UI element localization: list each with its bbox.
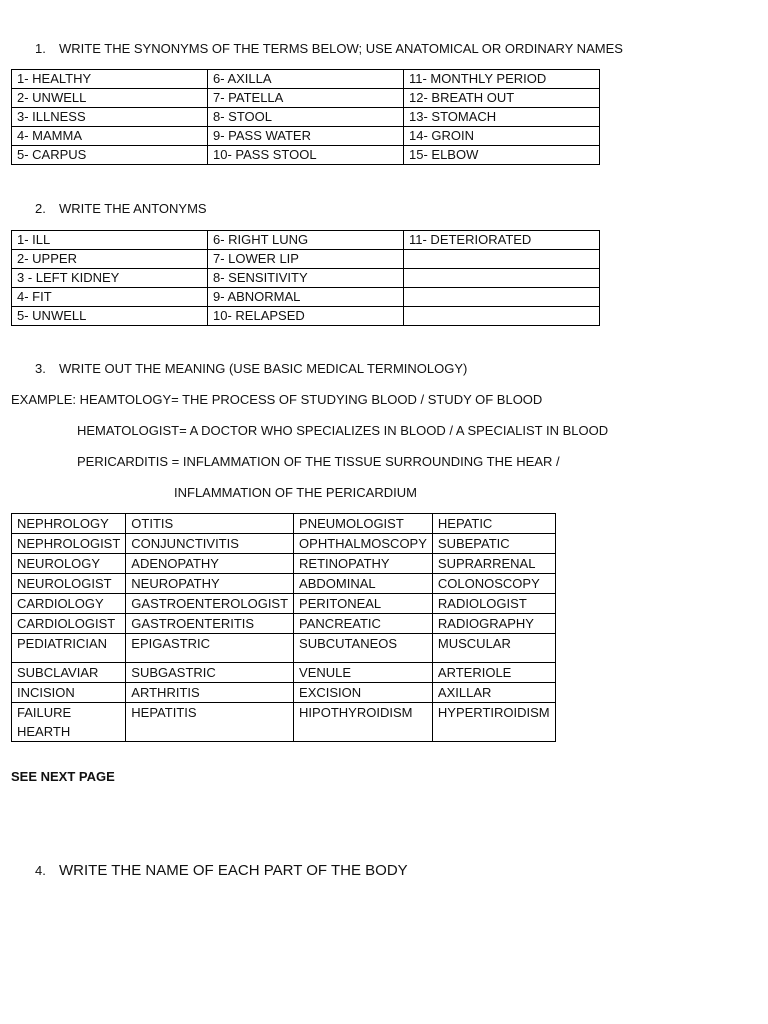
table-cell: ADENOPATHY: [126, 554, 294, 574]
table-cell: ABDOMINAL: [294, 574, 433, 594]
table-cell: 8- STOOL: [208, 108, 404, 127]
table-cell: RETINOPATHY: [294, 554, 433, 574]
table-row: [12, 127, 600, 146]
table-cell: RADIOGRAPHY: [432, 614, 555, 634]
table-cell: 3 - LEFT KIDNEY: [12, 269, 208, 288]
table-cell: NEUROLOGIST: [12, 574, 126, 594]
table-cell: 4- MAMMA: [12, 127, 208, 146]
table-row: [12, 554, 556, 574]
table-cell: 5- CARPUS: [12, 146, 208, 165]
table-cell: 7- PATELLA: [208, 89, 404, 108]
section2-number: 2.: [35, 201, 46, 216]
table-cell: EXCISION: [294, 683, 433, 703]
table-cell: PNEUMOLOGIST: [294, 514, 433, 534]
table-cell: 1- HEALTHY: [12, 70, 208, 89]
table-cell: PANCREATIC: [294, 614, 433, 634]
table-cell: [404, 269, 600, 288]
table-cell: SUBCLAVIAR: [12, 663, 126, 683]
section3-heading: 3. WRITE OUT THE MEANING (USE BASIC MEDICAL TERMINOLOGY): [35, 361, 468, 376]
synonyms-table: [11, 69, 600, 165]
table-row: [12, 250, 600, 269]
table-cell: CARDIOLOGIST: [12, 614, 126, 634]
table-cell: 14- GROIN: [404, 127, 600, 146]
table-cell: ARTERIOLE: [432, 663, 555, 683]
table-row: [12, 70, 600, 89]
table-cell: 7- LOWER LIP: [208, 250, 404, 269]
table-cell: AXILLAR: [432, 683, 555, 703]
section3-number: 3.: [35, 361, 46, 376]
table-cell: CONJUNCTIVITIS: [126, 534, 294, 554]
table-cell: 15- ELBOW: [404, 146, 600, 165]
terminology-table: [11, 513, 556, 742]
table-cell: 9- ABNORMAL: [208, 288, 404, 307]
table-cell: HYPERTIROIDISM: [432, 703, 555, 742]
table-cell: PEDIATRICIAN: [12, 634, 126, 663]
table-cell: 9- PASS WATER: [208, 127, 404, 146]
table-cell: SUBCUTANEOS: [294, 634, 433, 663]
table-row: [12, 514, 556, 534]
synonyms-table-body: [12, 70, 600, 165]
table-cell: OTITIS: [126, 514, 294, 534]
table-cell: 10- PASS STOOL: [208, 146, 404, 165]
table-row: [12, 634, 556, 663]
table-cell: HEPATIC: [432, 514, 555, 534]
table-cell: INCISION: [12, 683, 126, 703]
table-cell: RADIOLOGIST: [432, 594, 555, 614]
table-cell: 11- MONTHLY PERIOD: [404, 70, 600, 89]
table-cell: NEPHROLOGIST: [12, 534, 126, 554]
terminology-table-body: [12, 514, 556, 742]
table-cell: 1- ILL: [12, 231, 208, 250]
section4-heading: 4. WRITE THE NAME OF EACH PART OF THE BODY: [35, 862, 408, 879]
table-cell: NEUROPATHY: [126, 574, 294, 594]
table-row: [12, 594, 556, 614]
table-cell: VENULE: [294, 663, 433, 683]
table-row: [12, 703, 556, 742]
section1-heading: 1. WRITE THE SYNONYMS OF THE TERMS BELOW; USE ANATOMICAL OR ORDINARY NAMES: [35, 41, 623, 56]
table-cell: PERITONEAL: [294, 594, 433, 614]
example-pericarditis-cont: INFLAMMATION OF THE PERICARDIUM: [174, 485, 417, 500]
table-row: [12, 89, 600, 108]
table-cell: [404, 307, 600, 326]
table-row: [12, 663, 556, 683]
see-next-page: SEE NEXT PAGE: [11, 769, 115, 784]
table-row: [12, 534, 556, 554]
table-cell: [404, 288, 600, 307]
table-row: [12, 146, 600, 165]
table-cell: 6- RIGHT LUNG: [208, 231, 404, 250]
section4-number: 4.: [35, 863, 46, 878]
section1-number: 1.: [35, 41, 46, 56]
table-cell: FAILURE HEARTH: [12, 703, 126, 742]
example-pericarditis: PERICARDITIS = INFLAMMATION OF THE TISSUE SURROUNDING THE HEAR /: [77, 454, 560, 469]
example-hematologist: HEMATOLOGIST= A DOCTOR WHO SPECIALIZES IN BLOOD / A SPECIALIST IN BLOOD: [77, 423, 609, 438]
section2-heading: 2. WRITE THE ANTONYMS: [35, 201, 207, 216]
table-cell: SUBGASTRIC: [126, 663, 294, 683]
table-cell: 8- SENSITIVITY: [208, 269, 404, 288]
table-row: [12, 288, 600, 307]
table-cell: NEPHROLOGY: [12, 514, 126, 534]
table-cell: NEUROLOGY: [12, 554, 126, 574]
antonyms-table: [11, 230, 600, 326]
table-cell: COLONOSCOPY: [432, 574, 555, 594]
table-cell: 2- UPPER: [12, 250, 208, 269]
table-cell: CARDIOLOGY: [12, 594, 126, 614]
table-cell: 5- UNWELL: [12, 307, 208, 326]
table-cell: SUPRARRENAL: [432, 554, 555, 574]
table-row: [12, 574, 556, 594]
table-row: [12, 269, 600, 288]
table-row: [12, 231, 600, 250]
table-cell: 6- AXILLA: [208, 70, 404, 89]
table-cell: 10- RELAPSED: [208, 307, 404, 326]
table-cell: [404, 250, 600, 269]
table-cell: 2- UNWELL: [12, 89, 208, 108]
table-cell: EPIGASTRIC: [126, 634, 294, 663]
table-cell: GASTROENTEROLOGIST: [126, 594, 294, 614]
example-hematology: EXAMPLE: HEAMTOLOGY= THE PROCESS OF STUDYING BLOOD / STUDY OF BLOOD: [11, 392, 543, 407]
table-row: [12, 108, 600, 127]
table-cell: 13- STOMACH: [404, 108, 600, 127]
table-cell: SUBEPATIC: [432, 534, 555, 554]
table-cell: 11- DETERIORATED: [404, 231, 600, 250]
table-row: [12, 683, 556, 703]
table-cell: 4- FIT: [12, 288, 208, 307]
table-cell: MUSCULAR: [432, 634, 555, 663]
table-cell: HEPATITIS: [126, 703, 294, 742]
table-cell: HIPOTHYROIDISM: [294, 703, 433, 742]
table-cell: 3- ILLNESS: [12, 108, 208, 127]
table-cell: GASTROENTERITIS: [126, 614, 294, 634]
table-cell: 12- BREATH OUT: [404, 89, 600, 108]
table-cell: ARTHRITIS: [126, 683, 294, 703]
antonyms-table-body: [12, 231, 600, 326]
table-row: [12, 307, 600, 326]
table-cell: OPHTHALMOSCOPY: [294, 534, 433, 554]
table-row: [12, 614, 556, 634]
